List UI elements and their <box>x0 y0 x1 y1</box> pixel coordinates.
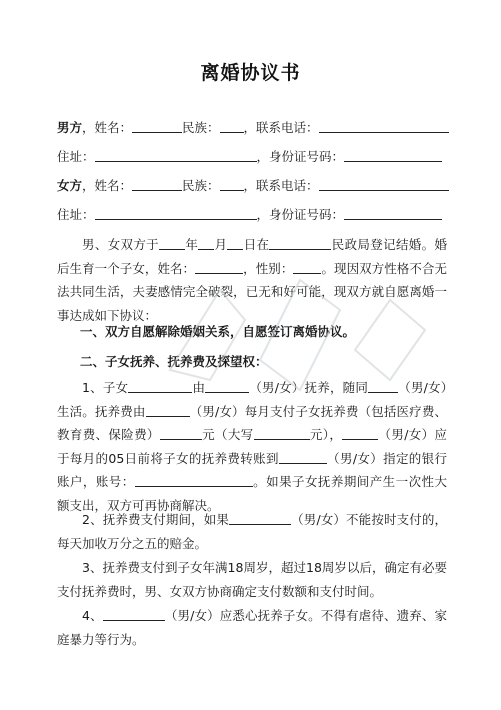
receiver-blank[interactable] <box>279 451 327 464</box>
living-with-blank[interactable] <box>368 380 398 393</box>
child-gender-blank[interactable] <box>293 261 321 274</box>
section-2-heading: 二、子女抚养、抚养费及探望权： <box>80 354 268 369</box>
female-address-label: 住址： <box>57 207 95 222</box>
male-phone-blank[interactable] <box>319 120 449 133</box>
female-address-blank[interactable] <box>95 207 257 220</box>
female-phone-label: ，联系电话： <box>243 178 319 193</box>
clause-2-text-b: （男/女）不能按时支付的，每天加收万分之五的赔金。 <box>57 512 447 551</box>
document-title: 离婚协议书 <box>200 62 301 84</box>
male-address-row <box>57 149 442 165</box>
male-phone-label: ，联系电话： <box>243 120 319 135</box>
male-id-blank[interactable] <box>344 149 442 162</box>
clause-2-paragraph <box>57 508 447 555</box>
male-address-blank[interactable] <box>95 149 257 162</box>
female-id-blank[interactable] <box>344 207 442 220</box>
female-ethnicity-blank[interactable] <box>220 178 244 191</box>
payer-blank[interactable] <box>146 404 190 417</box>
intro-paragraph <box>57 233 447 327</box>
male-label: 男方 <box>57 120 83 135</box>
transfer-party-blank[interactable] <box>342 427 378 440</box>
clause-1-text-c: （男/女）抚养，随同 <box>249 380 369 395</box>
child-blank[interactable] <box>128 380 192 393</box>
child-name-blank[interactable] <box>195 261 243 274</box>
intro-text-7: 。现因双方性格不合无法共同生活，夫妻感情完全破裂，已无和好可能，现双方就自愿离婚一事达成如下协议： <box>57 260 447 323</box>
amount-words-blank[interactable] <box>254 427 310 440</box>
intro-text-2: 年 <box>185 237 199 252</box>
clause-1-text-j: 。如果子女抚养期间产生一次性大额支出，双方可再协商解决。 <box>57 474 447 513</box>
male-ethnicity-blank[interactable] <box>220 120 244 133</box>
male-ethnicity-label: 民族： <box>182 120 220 135</box>
clause-1-text-f: 元（大写 <box>201 427 254 442</box>
female-address-row <box>57 207 442 223</box>
male-info-row <box>57 120 449 136</box>
late-payer-blank[interactable] <box>229 512 291 525</box>
female-info-row <box>57 178 449 194</box>
male-name-label: ，姓名： <box>82 120 133 135</box>
clause-1-text-b: 由 <box>192 380 206 395</box>
female-ethnicity-label: 民族： <box>182 178 220 193</box>
amount-blank[interactable] <box>160 427 202 440</box>
clause-1-text-e: （男/女）每月支付子女抚养费（包括医疗费、教育费、保险费） <box>57 403 447 442</box>
intro-text-5: 民政局登记结婚。婚后生育一个子女，姓名： <box>57 237 447 276</box>
male-address-label: 住址： <box>57 149 95 164</box>
caregiver-blank[interactable] <box>103 608 165 621</box>
male-id-label: ，身份证号码： <box>256 149 345 164</box>
registry-office-blank[interactable] <box>269 237 331 250</box>
clause-2-text-a: 2、抚养费支付期间，如果 <box>82 512 230 527</box>
clause-1-paragraph <box>57 376 447 517</box>
marriage-year-blank[interactable] <box>159 237 185 250</box>
female-phone-blank[interactable] <box>319 178 449 191</box>
marriage-day-blank[interactable] <box>227 237 243 250</box>
clause-1-text-i: （男/女）指定的银行账户，账号： <box>57 450 447 489</box>
intro-text-6: ，性别： <box>243 260 294 276</box>
female-label: 女方 <box>57 178 83 193</box>
female-name-blank[interactable] <box>132 178 182 191</box>
clause-1-text-a: 1、子女 <box>82 380 129 395</box>
clause-4-text-a: 4、 <box>82 608 103 623</box>
intro-text-1: 男、女双方于 <box>82 237 160 252</box>
male-name-blank[interactable] <box>132 120 182 133</box>
intro-text-3: 月 <box>214 237 228 252</box>
marriage-month-blank[interactable] <box>198 237 214 250</box>
clause-4-paragraph <box>57 604 447 651</box>
clause-3-paragraph: 3、抚养费支付到子女年满18周岁，超过18周岁以后，确定有必要支付抚养费时，男、女双方协商确定支付数额和支付时间。 <box>57 560 447 599</box>
female-id-label: ，身份证号码： <box>256 207 345 222</box>
account-number-blank[interactable] <box>135 474 253 487</box>
clause-4-text-b: （男/女）应悉心抚养子女。不得有虐待、遗弃、家庭暴力等行为。 <box>57 608 448 647</box>
intro-text-4: 日在 <box>243 237 270 252</box>
female-name-label: ，姓名： <box>82 178 133 193</box>
clause-1-text-h: （男/女）应于每月的05日前将子女的抚养费转账到 <box>57 427 447 466</box>
custodian-blank[interactable] <box>205 380 249 393</box>
clause-1-text-g: 元）， <box>309 427 343 442</box>
section-1-heading: 一、双方自愿解除婚姻关系，自愿签订离婚协议。 <box>80 324 356 339</box>
clause-1-text-d: （男/女）生活。抚养费由 <box>57 380 447 419</box>
